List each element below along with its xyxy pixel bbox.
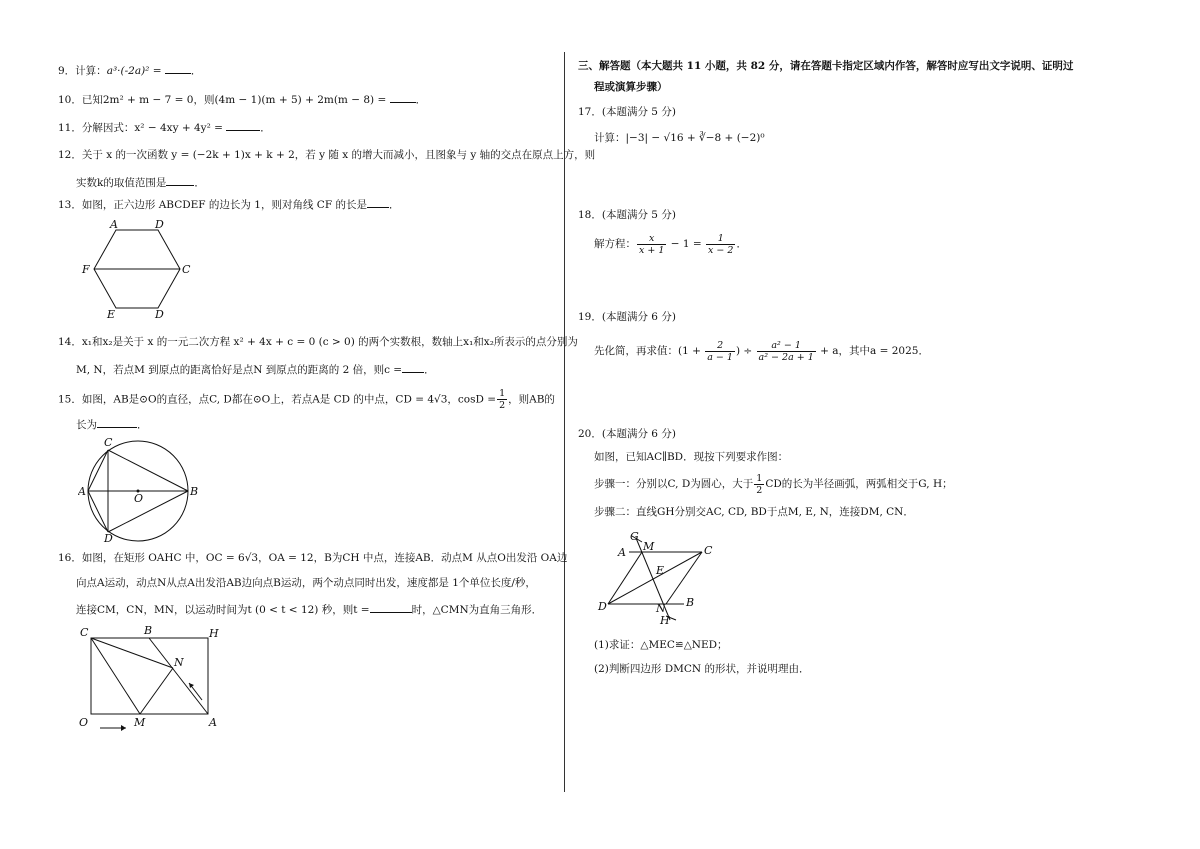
label-a: A (110, 218, 118, 231)
label-o: O (134, 492, 144, 505)
question-16-line-1: 16．如图，在矩形 OAHC 中，OC = 6√3，OA = 12，B为CH 中点，连接AB．动点M 从点O出发沿 OA边 (58, 552, 568, 564)
label-a: A (209, 716, 217, 729)
rectangle-figure (78, 622, 253, 737)
label-c: C (704, 544, 713, 557)
label-f: F (82, 263, 90, 276)
label-a: A (78, 485, 86, 498)
segment-mn (140, 668, 173, 714)
circle-figure (78, 436, 208, 544)
question-17-title: 17．(本题满分 5 分) (578, 106, 676, 118)
question-13: 13．如图，正六边形 ABCDEF 的边长为 1，则对角线 CF 的长是 ． (58, 199, 400, 211)
label-g: G (630, 530, 639, 543)
section-heading-line-2: 程或演算步骤） (594, 81, 668, 93)
answer-blank (166, 175, 194, 186)
answer-blank (367, 197, 389, 208)
section-heading-line-1: 三、解答题（本大题共 11 小题，共 82 分，请在答题卡指定区域内作答，解答时应写出文字说明、证明过 (578, 60, 1074, 72)
fraction-x-over-x-plus-1: $\frac{x}{x + 1}$ (639, 232, 665, 256)
label-n: N (656, 602, 666, 615)
question-12-line-1: 12．关于 x 的一次函数 y = (−2k + 1)x + k + 2，若 y 随 x 的增大而减小，且图象与 y 轴的交点在原点上方，则 (58, 149, 596, 161)
chord-cb (108, 450, 188, 491)
fraction-1-over-x-minus-2: $\frac{1}{x - 2}$ (708, 232, 734, 256)
hexagon-figure (78, 216, 198, 321)
question-20-part-1: (1)求证：△MEC≌△NED； (594, 639, 728, 651)
label-c: C (182, 263, 191, 276)
label-m: M (134, 716, 146, 729)
column-divider (564, 52, 565, 792)
answer-blank (97, 417, 137, 428)
label-h: H (209, 627, 219, 640)
label-a: A (618, 546, 626, 559)
label-c: C (80, 626, 89, 639)
label-h: H (660, 614, 670, 627)
question-14-line-1: 14．x₁和x₂是关于 x 的一元二次方程 x² + 4x + c = 0 (c > 0) 的两个实数根，数轴上x₁和x₂所表示的点分别为 (58, 336, 578, 348)
label-d: D (598, 600, 607, 613)
label-o: O (79, 716, 89, 729)
label-e: E (656, 564, 665, 577)
rectangle-oahc (91, 638, 208, 714)
question-20-step-1: 步骤一：分别以C, D为圆心，大于 $\frac{1}{2}$ CD的长为半径画弧，两弧相交于G, H； (594, 472, 953, 496)
fraction-a-squared: $\frac{\text{a² − 1}}{\text{a² − 2a + 1}}$ (758, 339, 814, 363)
question-18-title: 18．(本题满分 5 分) (578, 209, 676, 221)
answer-blank (390, 92, 416, 103)
answer-blank (226, 120, 260, 131)
question-15-line-1: 15．如图，AB是⊙O的直径，点C, D都在⊙O上，若点A是 CD 的中点，CD = 4√3，cosD = $\frac{1}{2}$ ，则AB的 (58, 388, 555, 411)
question-11: 11．分解因式：x² − 4xy + 4y² = ． (58, 122, 271, 134)
answer-blank (370, 602, 412, 613)
fraction-2-over-a-minus-1: $\frac{2}{a - 1}$ (707, 339, 733, 363)
chord-ac (88, 450, 108, 491)
question-20-title: 20．(本题满分 6 分) (578, 428, 676, 440)
label-c: C (104, 436, 113, 449)
question-16-line-2: 向点A运动，动点N从点A出发沿AB边向点B运动，两个动点同时出发，速度都是 1个单位长度/秒， (76, 577, 536, 589)
label-b: B (144, 624, 153, 637)
answer-blank (165, 63, 191, 74)
arrow-m-head (121, 725, 126, 731)
question-19-title: 19．(本题满分 6 分) (578, 311, 676, 323)
label-b: B (686, 596, 695, 609)
question-10: 10．已知2m² + m − 7 = 0，则(4m − 1)(m + 5) + 2m(m − 8) = ． (58, 94, 427, 106)
label-e: E (107, 308, 116, 321)
label-d-bottom: D (155, 308, 164, 321)
label-n: N (174, 656, 184, 669)
chord-db (108, 491, 188, 532)
segment-cm (91, 638, 140, 714)
label-m: M (643, 540, 655, 553)
question-17-body: 计算：|−3| − √16 + ∛−8 + (−2)⁰ (594, 132, 765, 144)
segment-cn (666, 552, 702, 604)
question-20-step-2: 步骤二：直线GH分别交AC, CD, BD于点M, E, N，连接DM, CN． (594, 506, 914, 518)
label-d: D (104, 532, 113, 544)
parallelogram-figure (594, 528, 724, 628)
label-b: B (190, 485, 199, 498)
fraction-one-half: $\frac{1}{2}$ (756, 472, 763, 496)
answer-blank (402, 362, 424, 373)
segment-ab (149, 638, 208, 714)
question-15-line-2: 长为 ． (76, 419, 148, 431)
question-14-line-2: M, N，若点M 到原点的距离恰好是点N 到原点的距离的 2 倍，则c = ． (76, 364, 435, 376)
question-20-intro: 如图，已知AC∥BD．现按下列要求作图： (594, 451, 789, 463)
question-20-part-2: (2)判断四边形 DMCN 的形状，并说明理由． (594, 663, 810, 675)
question-19-body: 先化简，再求值：(1 + $\frac{2}{a - 1}$ ) ÷ $\frac{\text{a² − 1}}{\text{a² − 2a + 1}}$ + a，其中a = 2025． (594, 339, 929, 363)
question-12-line-2: 实数k的取值范围是 ． (76, 177, 205, 189)
chord-ad (88, 491, 108, 532)
arrow-n-head (189, 683, 194, 688)
label-d-top: D (155, 218, 164, 231)
segment-dm (608, 552, 642, 604)
question-16-line-3: 连接CM，CN，MN，以运动时间为t (0 < t < 12) 秒，则t = 时，△CMN为直角三角形． (76, 604, 543, 616)
fraction-cos: $\frac{1}{2}$ (499, 388, 506, 411)
question-18-body: 解方程： $\frac{x}{x + 1}$ − 1 = $\frac{1}{x - 2}$ ． (594, 232, 747, 256)
question-9: 9．计算：a³·(-2a)² = ． (58, 65, 202, 77)
